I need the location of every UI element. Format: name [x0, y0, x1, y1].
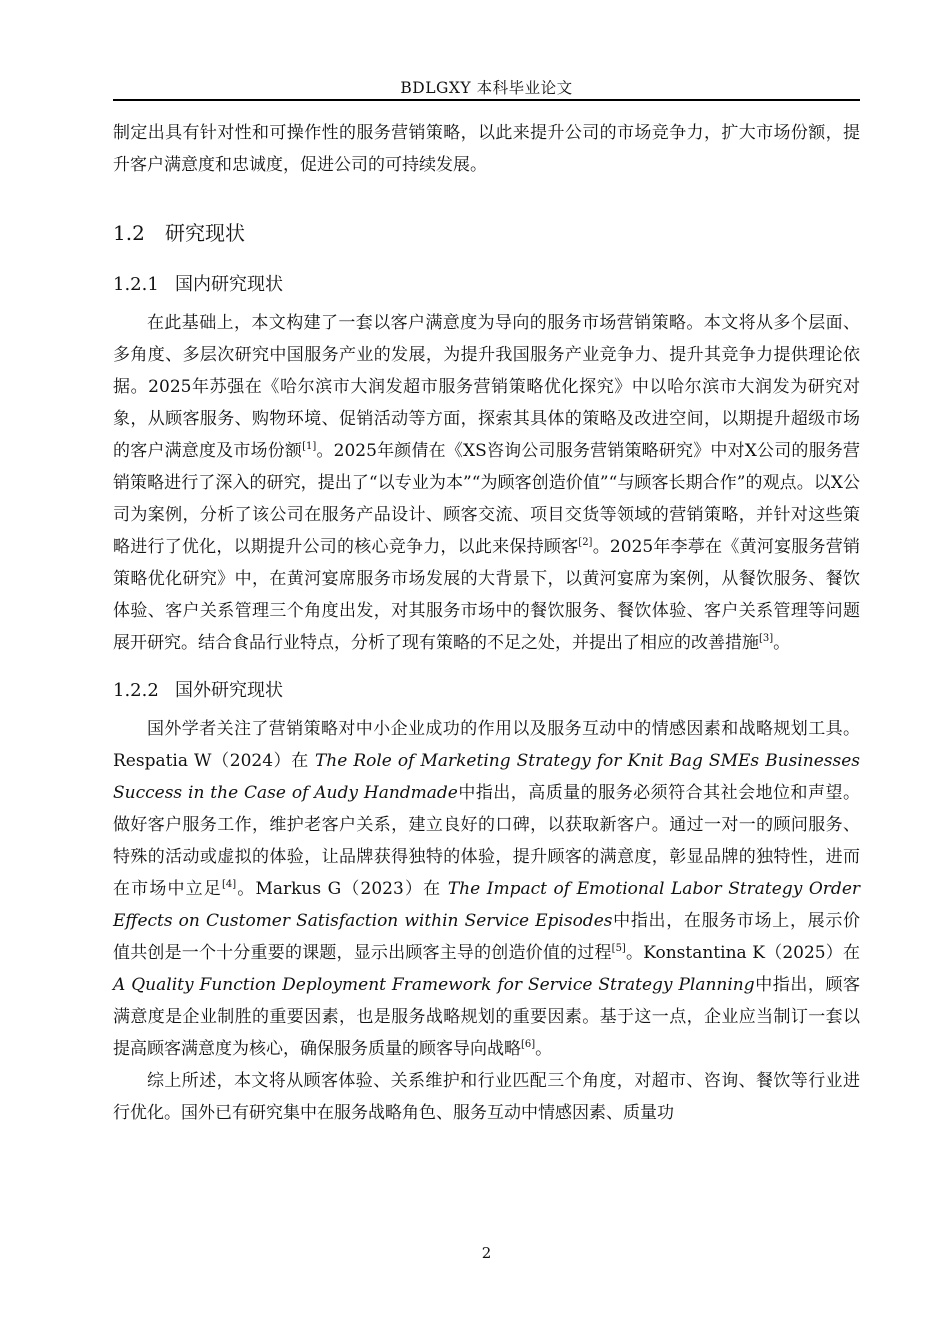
summary-paragraph: 综上所述，本文将从顾客体验、关系维护和行业匹配三个角度，对超市、咨询、餐饮等行业进行优化。国外已有研究集中在服务战略角色、服务互动中情感因素、质量功	[113, 1071, 860, 1123]
paragraph-text: 中指出，在服务市场上，展示价值共创是一个十分重要的课题，显示出顾客主导的创造价值的过程	[113, 911, 861, 963]
foreign-research-paragraph	[113, 713, 860, 1065]
paragraph-text: 。2025年李葶在《黄河宴服务营销策略优化研究》中，在黄河宴席服务市场发展的大背景下，以黄河宴席为案例，从餐饮服务、餐饮体验、客户关系管理三个角度出发，对其服务市场中的餐饮服务、餐饮体验、客户关系管理等问题展开研究。结合食品行业特点，分析了现有策略的不足之处，并提出了相应的改善措施	[113, 537, 860, 653]
header-rule	[113, 99, 860, 101]
paragraph-text: 。2025年颜倩在《XS咨询公司服务营销策略研究》中对X公司的服务营销策略进行了深入的研究，提出了“以专业为本”“为顾客创造价值”“与顾客长期合作”的观点。以X公司为案例，分析了该公司在服务产品设计、顾客交流、项目交货等领域的营销策略，并针对这些策略进行了优化，以期提升公司的核心竞争力，以此来保持顾客	[113, 441, 861, 557]
paragraph-text: 在此基础上，本文构建了一套以客户满意度为导向的服务市场营销策略。本文将从多个层面、多角度、多层次研究中国服务产业的发展，为提升我国服务产业竞争力、提升其竞争力提供理论依据。2025年苏强在《哈尔滨市大润发超市服务营销策略优化探究》中以哈尔滨市大润发为研究对象，从顾客服务、购物环境、促销活动等方面，探索其具体的策略及改进空间，以期提升超级市场的客户满意度及市场份额	[113, 313, 860, 461]
paragraph-text: 中指出，高质量的服务必须符合其社会地位和声望。做好客户服务工作，维护老客户关系，建立良好的口碑，以获取新客户。通过一对一的顾问服务、特殊的活动或虚拟的体验，让品牌获得独特的体验，提升顾客的满意度，彰显品牌的独特性，进而在市场中立足	[113, 783, 860, 899]
paragraph-text: 。	[773, 633, 791, 653]
page-number: 2	[481, 1244, 492, 1262]
subsection-heading-1-2-2	[113, 677, 860, 705]
cited-title-3: A Quality Function Deployment Framework for Service Strategy Planning	[113, 975, 755, 995]
section-heading-1-2	[113, 219, 860, 247]
citation-1: [1]	[302, 441, 317, 452]
paragraph-text: 。Markus G（2023）在	[236, 879, 442, 899]
intro-paragraph: 制定出具有针对性和可操作性的服务营销策略，以此来提升公司的市场竞争力，扩大市场份额，提升客户满意度和忠诚度，促进公司的可持续发展。	[113, 123, 860, 175]
subsection-number: 1.2.2	[113, 680, 159, 701]
cited-title-1: The Role of Marketing Strategy for Knit Bag SMEs Businesses Success in the Case of Audy Handmade	[113, 751, 860, 803]
citation-6: [6]	[521, 1039, 536, 1050]
citation-3: [3]	[759, 633, 774, 644]
citation-4: [4]	[221, 879, 237, 890]
citation-5: [5]	[611, 943, 626, 954]
subsection-title: 国内研究现状	[175, 274, 283, 295]
paragraph-text: 国外学者关注了营销策略对中小企业成功的作用以及服务互动中的情感因素和战略规划工具。Respatia W（2024）在	[113, 719, 860, 771]
page-content	[113, 117, 860, 1129]
section-number: 1.2	[113, 221, 145, 245]
cited-title-2: The Impact of Emotional Labor Strategy Order Effects on Customer Satisfaction within Service Episodes	[113, 879, 861, 931]
subsection-heading-1-2-1	[113, 271, 860, 299]
subsection-number: 1.2.1	[113, 274, 159, 295]
paragraph-text: 。Konstantina K（2025）在	[625, 943, 860, 963]
paragraph-text: 中指出，顾客满意度是企业制胜的重要因素，也是服务战略规划的重要因素。基于这一点，企业应当制订一套以提高顾客满意度为核心，确保服务质量的顾客导向战略	[113, 975, 861, 1059]
subsection-title: 国外研究现状	[175, 680, 283, 701]
page-header: BDLGXY 本科毕业论文	[400, 79, 573, 97]
section-title: 研究现状	[165, 221, 245, 245]
citation-2: [2]	[578, 537, 593, 548]
paragraph-text: 。	[535, 1039, 553, 1059]
domestic-research-paragraph	[113, 307, 860, 659]
